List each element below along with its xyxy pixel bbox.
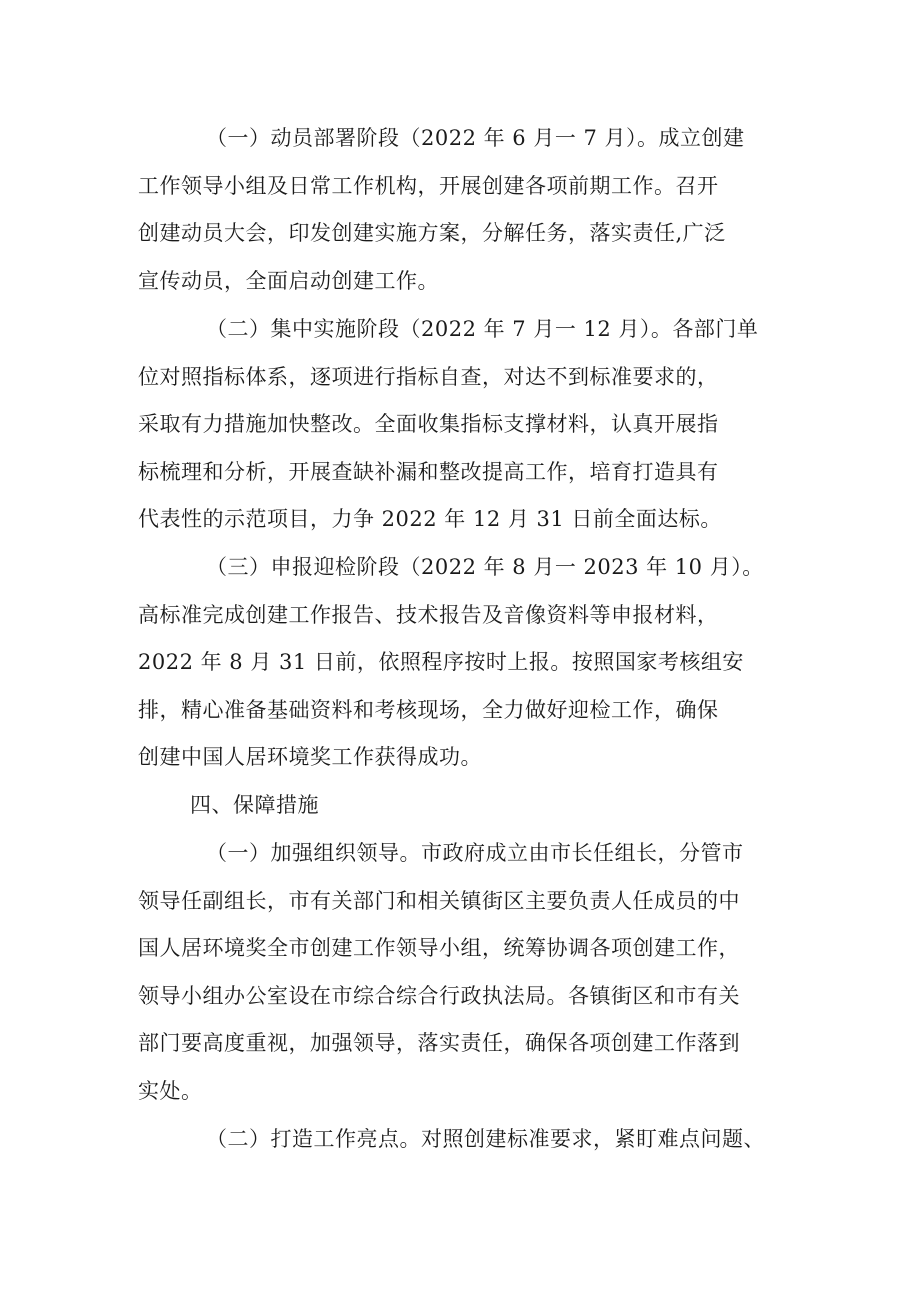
text-line: （二）打造工作亮点。对照创建标准要求，紧盯难点问题、 [206, 1127, 765, 1151]
text-line: 排，精心准备基础资料和考核现场，全力做好迎检工作，确保 [138, 697, 719, 722]
text-line: （二）集中实施阶段（2022 年 7 月一 12 月）。各部门单 [206, 317, 759, 341]
paragraph-phase-1 [138, 115, 788, 305]
text-line: 2022 年 8 月 31 日前，依照程序按时上报。按照国家考核组安 [138, 650, 744, 675]
text-line: 标梳理和分析，开展查缺补漏和整改提高工作，培育打造具有 [138, 459, 719, 484]
text-line: （一）加强组织领导。市政府成立由市长任组长，分管市 [206, 841, 744, 865]
text-line: （一）动员部署阶段（2022 年 6 月一 7 月）。成立创建 [206, 126, 745, 150]
section-heading-safeguards [138, 782, 788, 830]
paragraph-phase-2 [138, 306, 788, 544]
text-line: 创建中国人居环境奖工作获得成功。 [138, 745, 482, 770]
text-line: 领导小组办公室设在市综合综合行政执法局。各镇街区和市有关 [138, 983, 740, 1008]
text-line: （三）申报迎检阶段（2022 年 8 月一 2023 年 10 月）。 [206, 555, 764, 579]
paragraph-measure-2 [138, 1116, 788, 1164]
text-line: 部门要高度重视，加强领导，落实责任，确保各项创建工作落到 [138, 1031, 740, 1056]
text-line: 领导任副组长，市有关部门和相关镇街区主要负责人任成员的中 [138, 888, 740, 913]
text-line: 位对照指标体系，逐项进行指标自查，对达不到标准要求的， [138, 364, 719, 389]
text-line: 工作领导小组及日常工作机构，开展创建各项前期工作。召开 [138, 173, 719, 198]
paragraph-measure-1 [138, 830, 788, 1116]
text-line: 宣传动员，全面启动创建工作。 [138, 268, 439, 293]
section-heading: 四、保障措施 [190, 793, 319, 817]
text-line: 创建动员大会，印发创建实施方案，分解任务，落实责任,广泛 [138, 221, 726, 246]
text-line: 采取有力措施加快整改。全面收集指标支撑材料，认真开展指 [138, 412, 719, 437]
text-line: 代表性的示范项目，力争 2022 年 12 月 31 日前全面达标。 [138, 507, 722, 532]
text-line: 高标准完成创建工作报告、技术报告及音像资料等申报材料， [138, 602, 719, 627]
paragraph-phase-3 [138, 544, 788, 782]
text-line: 实处。 [138, 1078, 203, 1103]
text-line: 国人居环境奖全市创建工作领导小组，统筹协调各项创建工作， [138, 936, 740, 961]
